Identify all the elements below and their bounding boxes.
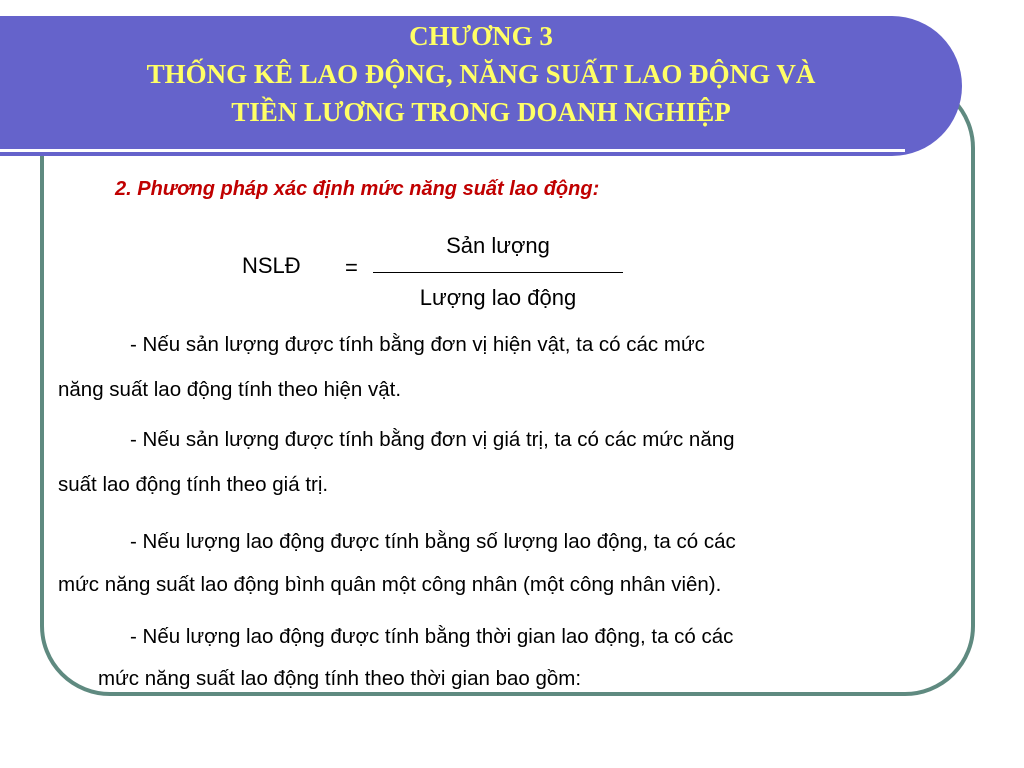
paragraph-3-line-1: - Nếu lượng lao động được tính bằng số lượng lao động, ta có các — [130, 530, 736, 553]
title-line-2: TIỀN LƯƠNG TRONG DOANH NGHIỆP — [231, 97, 731, 127]
formula-label: NSLĐ — [242, 253, 301, 278]
section-heading: 2. Phương pháp xác định mức năng suất lao động: — [115, 178, 600, 200]
paragraph-2-line-1: - Nếu sản lượng được tính bằng đơn vị giá trị, ta có các mức năng — [130, 428, 735, 451]
title-divider — [0, 149, 905, 152]
title-line-1: THỐNG KÊ LAO ĐỘNG, NĂNG SUẤT LAO ĐỘNG VÀ — [146, 59, 816, 89]
fraction-bar — [373, 272, 623, 273]
formula-equals: = — [345, 255, 358, 280]
formula-denominator: Lượng lao động — [419, 285, 577, 310]
chapter-title: CHƯƠNG 3 — [409, 21, 553, 51]
paragraph-4-line-2: mức năng suất lao động tính theo thời gian bao gồm: — [98, 667, 582, 690]
paragraph-1-line-2: năng suất lao động tính theo hiện vật. — [58, 378, 402, 401]
paragraph-4-line-1: - Nếu lượng lao động được tính bằng thời gian lao động, ta có các — [130, 625, 734, 648]
paragraph-1-line-1: - Nếu sản lượng được tính bằng đơn vị hiện vật, ta có các mức — [130, 333, 705, 356]
paragraph-3-line-2: mức năng suất lao động bình quân một công nhân (một công nhân viên). — [58, 573, 722, 596]
formula-numerator: Sản lượng — [446, 233, 550, 258]
paragraph-2-line-2: suất lao động tính theo giá trị. — [58, 473, 329, 496]
